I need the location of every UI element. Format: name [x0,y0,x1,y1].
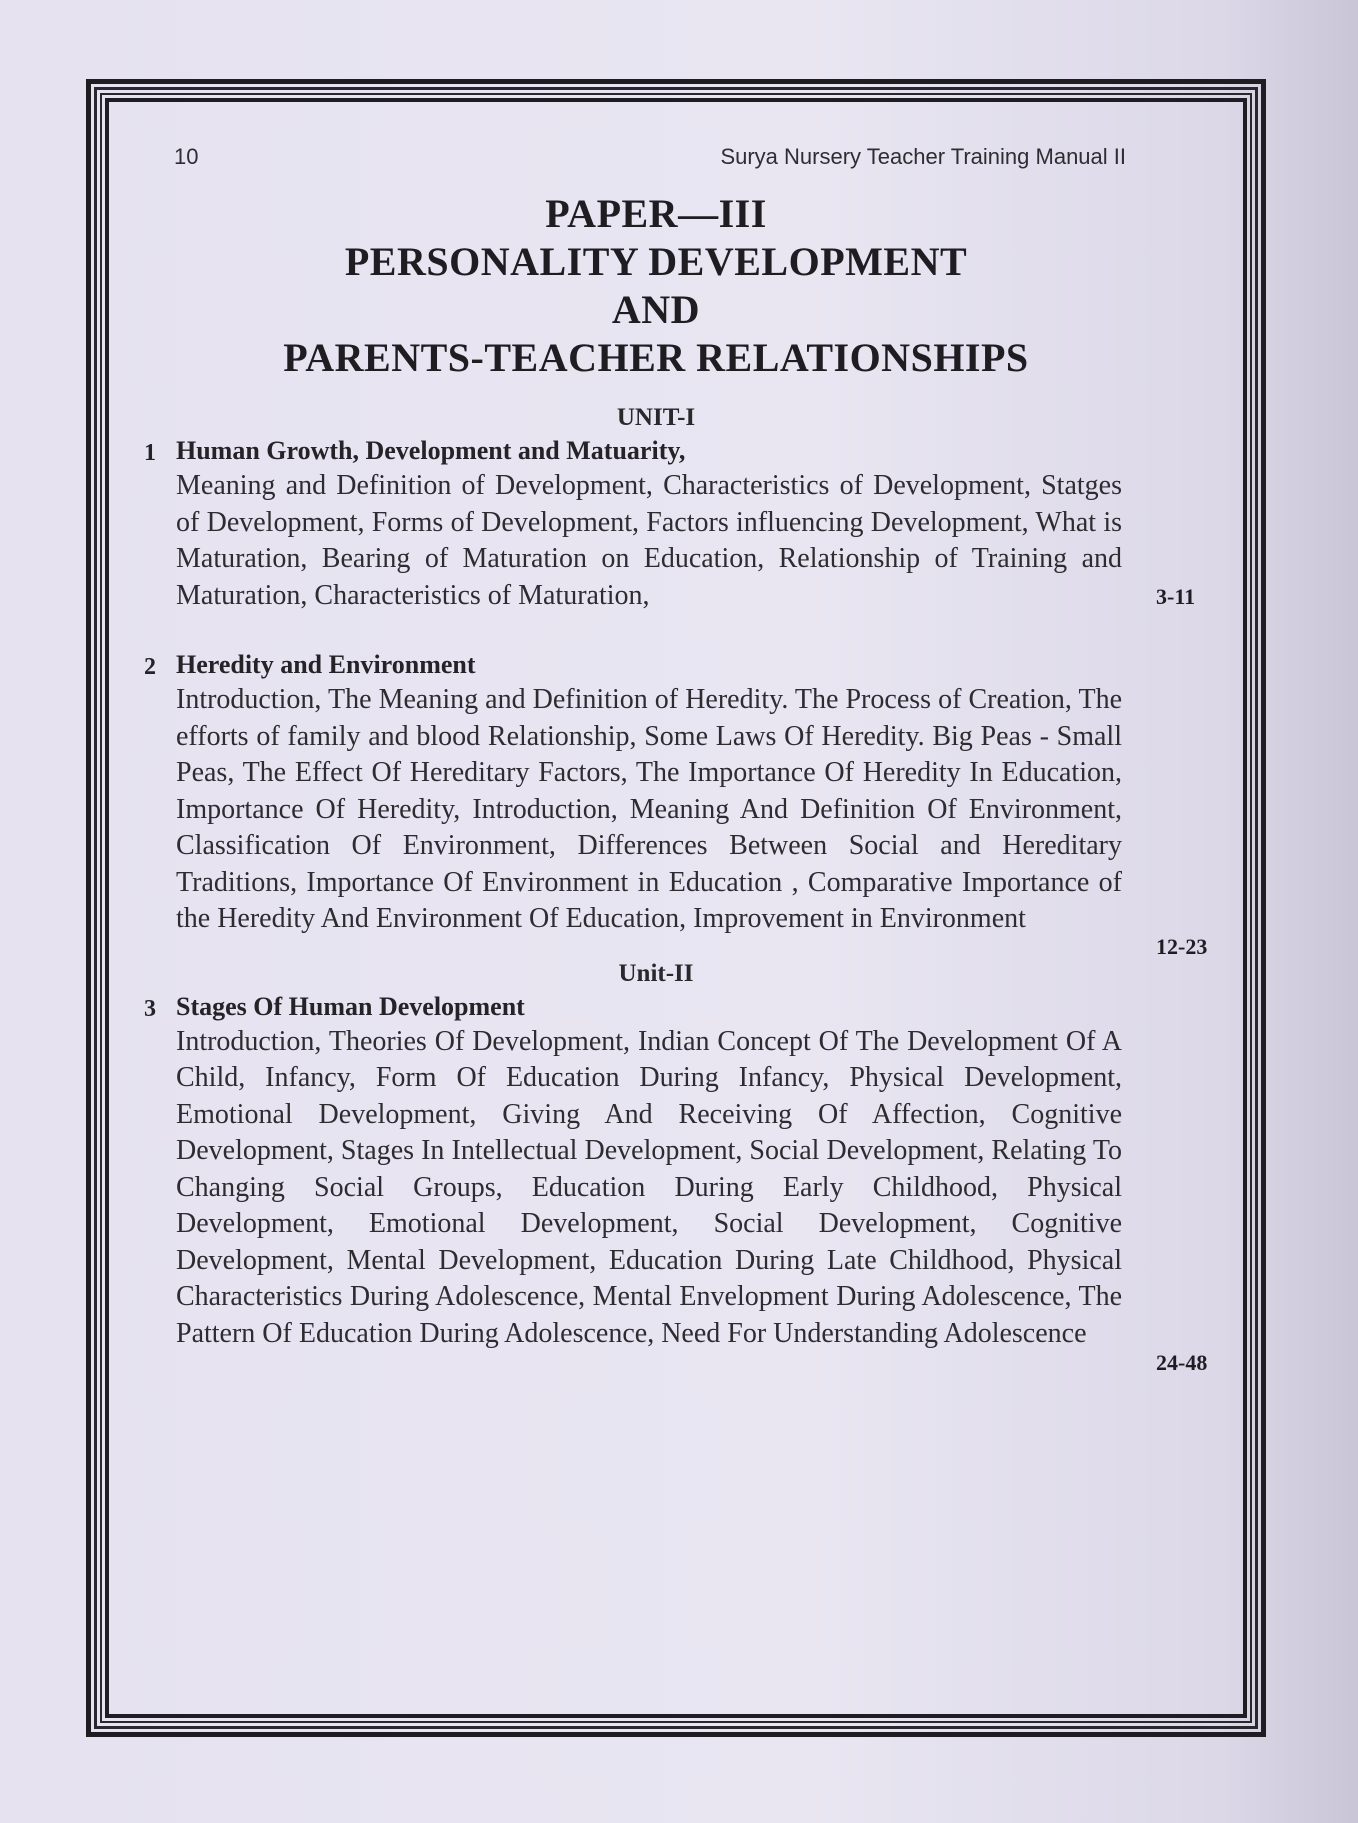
paper-title [136,190,1176,382]
topic-number: 1 [144,440,156,466]
topic-item [144,434,1230,614]
unit-heading-2: Unit-II [618,959,694,987]
topic-header [144,434,1230,468]
paper-subject-2: PARENTS-TEACHER RELATIONSHIPS [283,335,1029,380]
topic-header [144,990,1230,1024]
running-head [130,140,1230,176]
topic-title: Human Growth, Development and Matuarity, [176,436,686,465]
topic-item [144,990,1230,1375]
paper-conjunction: AND [611,287,701,332]
paper-subject: PERSONALITY DEVELOPMENT [344,239,968,284]
book-title: Surya Nursery Teacher Training Manual II [720,144,1126,169]
page-range: 24-48 [1156,1349,1208,1375]
paper-number: PAPER—III [545,191,767,236]
topic-item [144,648,1230,959]
topic-description: Meaning and Definition of Development, Characteristics of Development, Statges of Development, Forms of Development, Factors influencing Development, What is Maturation, Bearing of Maturation on Education, Relationship of Training and Maturation, Characteristics of Maturation, [176,470,1122,611]
page-range: 3-11 [1156,584,1196,609]
topic-header [144,648,1230,682]
topic-number: 2 [144,654,156,680]
topic-description: Introduction, The Meaning and Definition of Heredity. The Process of Creation, The efforts of family and blood Relationship, Some Laws Of Heredity. Big Peas - Small Peas, The Effect Of Hereditary Factors, The Importance Of Heredity In Education, Importance Of Heredity, Introduction, Meaning And Definition Of Environment, Classification Of Environment, Differences Between Social and Hereditary Traditions, Importance Of Environment in Education , Comparative Importance of the Heredity And Environment Of Education, Improvement in Environment [176,684,1122,934]
unit-heading-1: UNIT-I [616,404,696,431]
topic-number: 3 [144,995,156,1022]
topic-description: Introduction, Theories Of Development, Indian Concept Of The Development Of A Child, Infancy, Form Of Education During Infancy, Physical Development, Emotional Development, Giving And Receiving Of Affection, Cognitive Development, Stages In Intellectual Development, Social Development, Relating To Changing Social Groups, Education During Early Childhood, Physical Development, Emotional Development, Social Development, Cognitive Development, Mental Development, Education During Late Childhood, Physical Characteristics During Adolescence, Mental Envelopment During Adolescence, The Pattern Of Education During Adolescence, Need For Understanding Adolescence [176,1025,1122,1349]
page-range: 12-23 [1156,934,1208,959]
topic-title: Stages Of Human Development [176,991,525,1021]
topic-title: Heredity and Environment [176,650,476,679]
page-content [130,140,1230,1375]
page-number: 10 [174,144,199,169]
